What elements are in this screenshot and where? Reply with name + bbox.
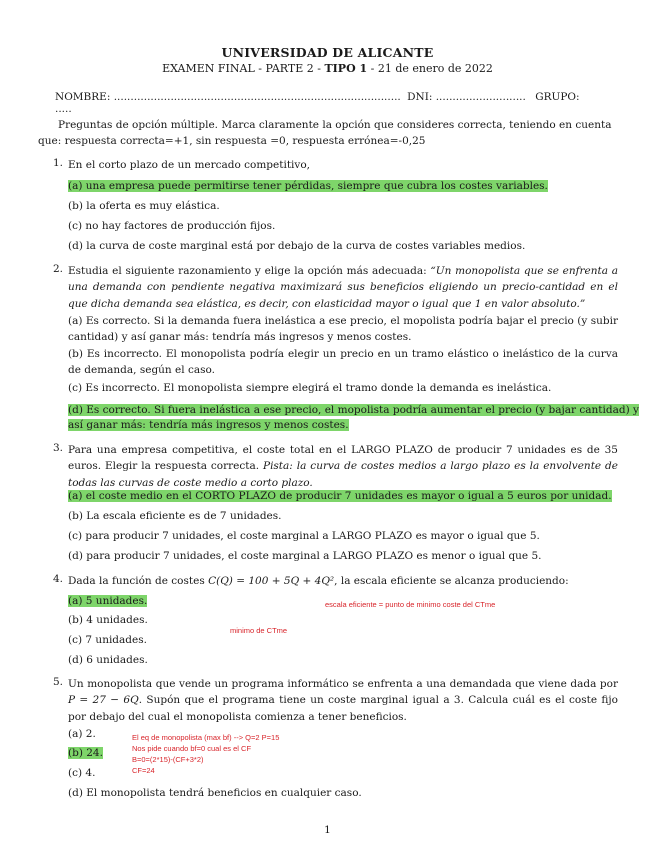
q5-annotation-3: B=0=(2*15)-(CF+3*2) xyxy=(132,755,204,764)
student-fields xyxy=(55,91,595,115)
q1-number: 1. xyxy=(53,157,64,169)
q5-annotation-2: Nos pide cuando bf=0 cual es el CF xyxy=(132,744,252,753)
q5-formula: P = 27 − 6Q xyxy=(68,694,139,707)
q4-option-a: (a) 5 unidades. xyxy=(68,595,148,607)
q3-hint: Pista: la curva de costes medios a largo plazo es la envolvente de todas las curvas de coste medio a corto plazo. xyxy=(68,460,618,489)
q5-option-c: (c) 4. xyxy=(68,767,96,779)
q2-option-d: (d) Es correcto. Si fuera inelástica a ese precio, el mopolista podría aumentar el precio (y bajar cantidad) y xyxy=(68,404,639,416)
nombre-field: NOMBRE: ...................................................................................... xyxy=(55,91,401,103)
q2-option-d-cont: así ganar más: tendría más ingresos y menos costes. xyxy=(68,419,349,431)
q5-option-a: (a) 2. xyxy=(68,728,96,740)
q1-option-d: (d) la curva de coste marginal está por debajo de la curva de costes variables medios. xyxy=(68,240,526,252)
q4-text: Dada la función de costes C(Q) = 100 + 5Q + 4Q², la escala eficiente se alcanza produciendo: xyxy=(68,575,569,587)
q1-text: En el corto plazo de un mercado competitivo, xyxy=(68,159,310,171)
q5-annotation-1: El eq de monopolista (max bf) --> Q=2 P=15 xyxy=(132,733,280,742)
q3-option-c: (c) para producir 7 unidades, el coste marginal a LARGO PLAZO es mayor o igual que 5. xyxy=(68,530,540,542)
exam-subtitle: EXAMEN FINAL - PARTE 2 - TIPO 1 - 21 de enero de 2022 xyxy=(162,62,493,75)
q2-option-a: (a) Es correcto. Si la demanda fuera inelástica a ese precio, el mopolista podría bajar el precio (y subir cantidad) y así ganar más: tendría más ingresos y menos costes. xyxy=(68,315,618,344)
q4-option-b: (b) 4 unidades. xyxy=(68,614,148,626)
q3-option-b: (b) La escala eficiente es de 7 unidades. xyxy=(68,510,282,522)
university-title: UNIVERSIDAD DE ALICANTE xyxy=(221,45,434,60)
tipo-label: TIPO 1 xyxy=(324,62,368,75)
q5-option-d: (d) El monopolista tendrá beneficios en cualquier caso. xyxy=(68,787,362,799)
q1-option-b: (b) la oferta es muy elástica. xyxy=(68,200,220,212)
q2-text: Estudia el siguiente razonamiento y elige la opción más adecuada: “Un monopolista que se enfrenta a una demanda con pendiente negativa maximizará sus beneficios eligiendo un precio-cantidad en el que dicha demanda sea elástica, es decir, con elasticidad mayor o igual que 1 en valor absoluto.” xyxy=(68,265,619,310)
q5-annotation-4: CF=24 xyxy=(132,766,155,775)
q5-number: 5. xyxy=(53,676,64,688)
q4-formula: C(Q) = 100 + 5Q + 4Q² xyxy=(208,575,335,587)
q4-annotation-1: escala eficiente = punto de minimo coste del CTme xyxy=(325,600,496,609)
q2-number: 2. xyxy=(53,263,64,275)
q3-text: Para una empresa competitiva, el coste total en el LARGO PLAZO de producir 7 unidades es de 35 euros. Elegir la respuesta correcta. Pista: la curva de costes medios a largo plazo es la envolvente de todas las curvas de coste medio a corto plazo. xyxy=(68,444,618,489)
q5-text: Un monopolista que vende un programa informático se enfrenta a una demandada que viene dada por P = 27 − 6Q. Supón que el programa tiene un coste marginal igual a 3. Calcula cuál es el coste fijo por debajo del cual el monopolista comienza a tener beneficios. xyxy=(68,678,619,723)
q4-option-d: (d) 6 unidades. xyxy=(68,654,148,666)
q3-number: 3. xyxy=(53,442,64,454)
q4-number: 4. xyxy=(53,573,64,585)
q2-option-c: (c) Es incorrecto. El monopolista siempre elegirá el tramo donde la demanda es inelástica. xyxy=(68,382,552,394)
q5-option-b: (b) 24. xyxy=(68,747,103,759)
q1-option-c: (c) no hay factores de producción fijos. xyxy=(68,220,276,232)
q1-option-a: (a) una empresa puede permitirse tener pérdidas, siempre que cubra los costes variables. xyxy=(68,180,548,192)
q3-option-d: (d) para producir 7 unidades, el coste marginal a LARGO PLAZO es menor o igual que 5. xyxy=(68,550,542,562)
dni-field: DNI: ........................... xyxy=(407,91,526,103)
grupo-field: GRUPO: ..... xyxy=(55,91,580,115)
q3-option-a: (a) el coste medio en el CORTO PLAZO de producir 7 unidades es mayor o igual a 5 euros por unidad. xyxy=(68,490,612,502)
page-number: 1 xyxy=(324,824,331,836)
q2-option-b: (b) Es incorrecto. El monopolista podría elegir un precio en un tramo elástico o inelástico de la curva de demanda, según el caso. xyxy=(68,348,618,377)
q4-annotation-2: minimo de CTme xyxy=(230,626,288,635)
q2-quote: “Un monopolista que se enfrenta a una demanda con pendiente negativa maximizará sus beneficios eligiendo un precio-cantidad en el que dicha demanda sea elástica, es decir, con elasticidad mayor o igual que 1 en valor absoluto.” xyxy=(68,265,619,310)
instructions: Preguntas de opción múltiple. Marca claramente la opción que consideres correcta, teniendo en cuenta que: respuesta correcta=+1, sin respuesta =0, respuesta errónea=-0,25 xyxy=(38,119,612,147)
q4-option-c: (c) 7 unidades. xyxy=(68,634,147,646)
